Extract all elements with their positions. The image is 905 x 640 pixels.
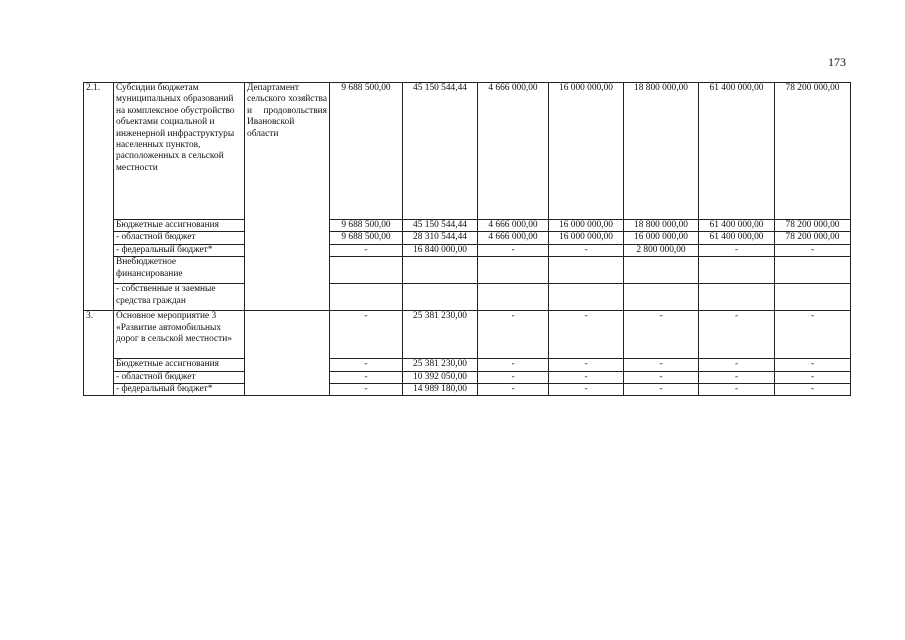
row-name: Бюджетные ассигнования: [114, 220, 245, 232]
value-cell: -: [478, 384, 549, 396]
value-cell: -: [549, 311, 624, 359]
value-cell: -: [699, 244, 775, 256]
row-index: 3.: [84, 311, 114, 396]
value-cell: -: [624, 311, 699, 359]
value-cell: [478, 257, 549, 284]
value-cell: -: [330, 359, 403, 371]
table-row: [84, 220, 851, 232]
value-cell: 9 688 500,00: [330, 232, 403, 244]
value-cell: -: [775, 244, 851, 256]
table-row: [84, 244, 851, 256]
value-cell: 9 688 500,00: [330, 83, 403, 220]
value-cell: -: [549, 384, 624, 396]
table-row: [84, 83, 851, 220]
row-name: - федеральный бюджет*: [114, 244, 245, 256]
value-cell: 18 800 000,00: [624, 83, 699, 220]
value-cell: [775, 284, 851, 311]
value-cell: 45 150 544,44: [403, 220, 478, 232]
row-department: [245, 311, 330, 396]
value-cell: -: [549, 244, 624, 256]
value-cell: 61 400 000,00: [699, 220, 775, 232]
value-cell: 16 000 000,00: [624, 232, 699, 244]
value-cell: 25 381 230,00: [403, 359, 478, 371]
value-cell: 61 400 000,00: [699, 232, 775, 244]
value-cell: 16 000 000,00: [549, 220, 624, 232]
value-cell: 78 200 000,00: [775, 232, 851, 244]
value-cell: 18 800 000,00: [624, 220, 699, 232]
value-cell: [330, 257, 403, 284]
value-cell: -: [699, 371, 775, 383]
table-row: [84, 257, 851, 284]
value-cell: [403, 257, 478, 284]
value-cell: 45 150 544,44: [403, 83, 478, 220]
value-cell: 4 666 000,00: [478, 220, 549, 232]
value-cell: [775, 257, 851, 284]
value-cell: [330, 284, 403, 311]
value-cell: -: [699, 311, 775, 359]
value-cell: -: [624, 359, 699, 371]
value-cell: [624, 257, 699, 284]
value-cell: [624, 284, 699, 311]
row-name: Субсидии бюджетам муниципальных образований на комплексное обустройство объектами социальной и инженерной инфраструктуры населенных пунктов, расположенных в сельской местности: [114, 83, 245, 220]
value-cell: -: [699, 384, 775, 396]
value-cell: 14 989 180,00: [403, 384, 478, 396]
value-cell: -: [549, 371, 624, 383]
value-cell: [549, 257, 624, 284]
value-cell: -: [624, 384, 699, 396]
table-row: [84, 359, 851, 371]
value-cell: 61 400 000,00: [699, 83, 775, 220]
value-cell: [403, 284, 478, 311]
value-cell: -: [699, 359, 775, 371]
page-number: 173: [828, 55, 846, 69]
value-cell: 10 392 050,00: [403, 371, 478, 383]
table-row: [84, 371, 851, 383]
table-row: [84, 384, 851, 396]
row-name: Внебюджетное финансирование: [114, 257, 245, 284]
row-name: Основное мероприятие 3 «Развитие автомобильных дорог в сельской местности»: [114, 311, 245, 359]
value-cell: 2 800 000,00: [624, 244, 699, 256]
value-cell: [699, 284, 775, 311]
value-cell: 4 666 000,00: [478, 232, 549, 244]
value-cell: [699, 257, 775, 284]
value-cell: -: [775, 359, 851, 371]
value-cell: -: [478, 371, 549, 383]
table-row: [84, 311, 851, 359]
value-cell: -: [478, 244, 549, 256]
value-cell: [478, 284, 549, 311]
row-name: - собственные и заемные средства граждан: [114, 284, 245, 311]
value-cell: -: [330, 244, 403, 256]
value-cell: 25 381 230,00: [403, 311, 478, 359]
row-index: 2.1.: [84, 83, 114, 311]
row-name: Бюджетные ассигнования: [114, 359, 245, 371]
value-cell: 9 688 500,00: [330, 220, 403, 232]
value-cell: -: [330, 384, 403, 396]
value-cell: 28 310 544,44: [403, 232, 478, 244]
value-cell: -: [775, 371, 851, 383]
value-cell: 16 840 000,00: [403, 244, 478, 256]
value-cell: -: [775, 311, 851, 359]
value-cell: 16 000 000,00: [549, 232, 624, 244]
budget-table: [83, 82, 851, 396]
table-row: [84, 284, 851, 311]
value-cell: 78 200 000,00: [775, 83, 851, 220]
row-department: Департамент сельского хозяйства и продовольствия Ивановской области: [245, 83, 330, 311]
row-name: - областной бюджет: [114, 371, 245, 383]
value-cell: -: [330, 371, 403, 383]
value-cell: 16 000 000,00: [549, 83, 624, 220]
row-name: - федеральный бюджет*: [114, 384, 245, 396]
table-row: [84, 232, 851, 244]
value-cell: 78 200 000,00: [775, 220, 851, 232]
value-cell: -: [775, 384, 851, 396]
value-cell: -: [624, 371, 699, 383]
value-cell: 4 666 000,00: [478, 83, 549, 220]
value-cell: [549, 284, 624, 311]
value-cell: -: [478, 359, 549, 371]
value-cell: -: [330, 311, 403, 359]
value-cell: -: [478, 311, 549, 359]
value-cell: -: [549, 359, 624, 371]
row-name: - областной бюджет: [114, 232, 245, 244]
